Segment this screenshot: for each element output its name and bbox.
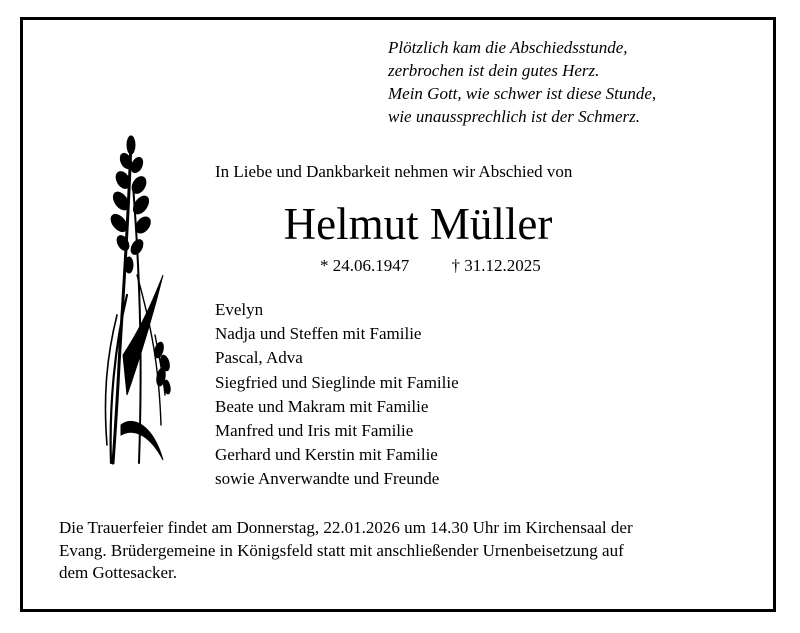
deceased-name: Helmut Müller xyxy=(283,199,553,249)
funeral-notice-line: dem Gottesacker. xyxy=(59,563,178,582)
family-list xyxy=(215,298,459,492)
poem-line: Plötzlich kam die Abschiedsstunde, xyxy=(388,38,628,57)
family-member: Beate und Makram mit Familie xyxy=(215,396,429,416)
poem-line: wie unaussprechlich ist der Schmerz. xyxy=(388,107,640,126)
death-date: † 31.12.2025 xyxy=(451,256,541,275)
funeral-notice xyxy=(59,517,759,585)
life-dates xyxy=(320,256,541,276)
poem xyxy=(388,36,768,128)
family-member: Siegfried und Sieglinde mit Familie xyxy=(215,372,459,392)
family-member: Pascal, Adva xyxy=(215,348,303,368)
poem-line: zerbrochen ist dein gutes Herz. xyxy=(388,61,600,80)
birth-date: * 24.06.1947 xyxy=(320,256,410,275)
family-member: Gerhard und Kerstin mit Familie xyxy=(215,445,438,465)
farewell-intro: In Liebe und Dankbarkeit nehmen wir Abschied von xyxy=(215,162,573,181)
funeral-notice-line: Evang. Brüdergemeine in Königsfeld statt mit anschließender Urnenbeisetzung auf xyxy=(59,540,624,560)
family-member: sowie Anverwandte und Freunde xyxy=(215,469,440,489)
family-member: Evelyn xyxy=(215,300,264,319)
obituary-frame xyxy=(20,17,776,612)
family-member: Nadja und Steffen mit Familie xyxy=(215,324,422,344)
grass-stalk-icon xyxy=(93,125,173,470)
funeral-notice-line: Die Trauerfeier findet am Donnerstag, 22.01.2026 um 14.30 Uhr im Kirchensaal der xyxy=(59,518,633,537)
poem-line: Mein Gott, wie schwer ist diese Stunde, xyxy=(388,84,657,103)
family-member: Manfred und Iris mit Familie xyxy=(215,421,414,441)
